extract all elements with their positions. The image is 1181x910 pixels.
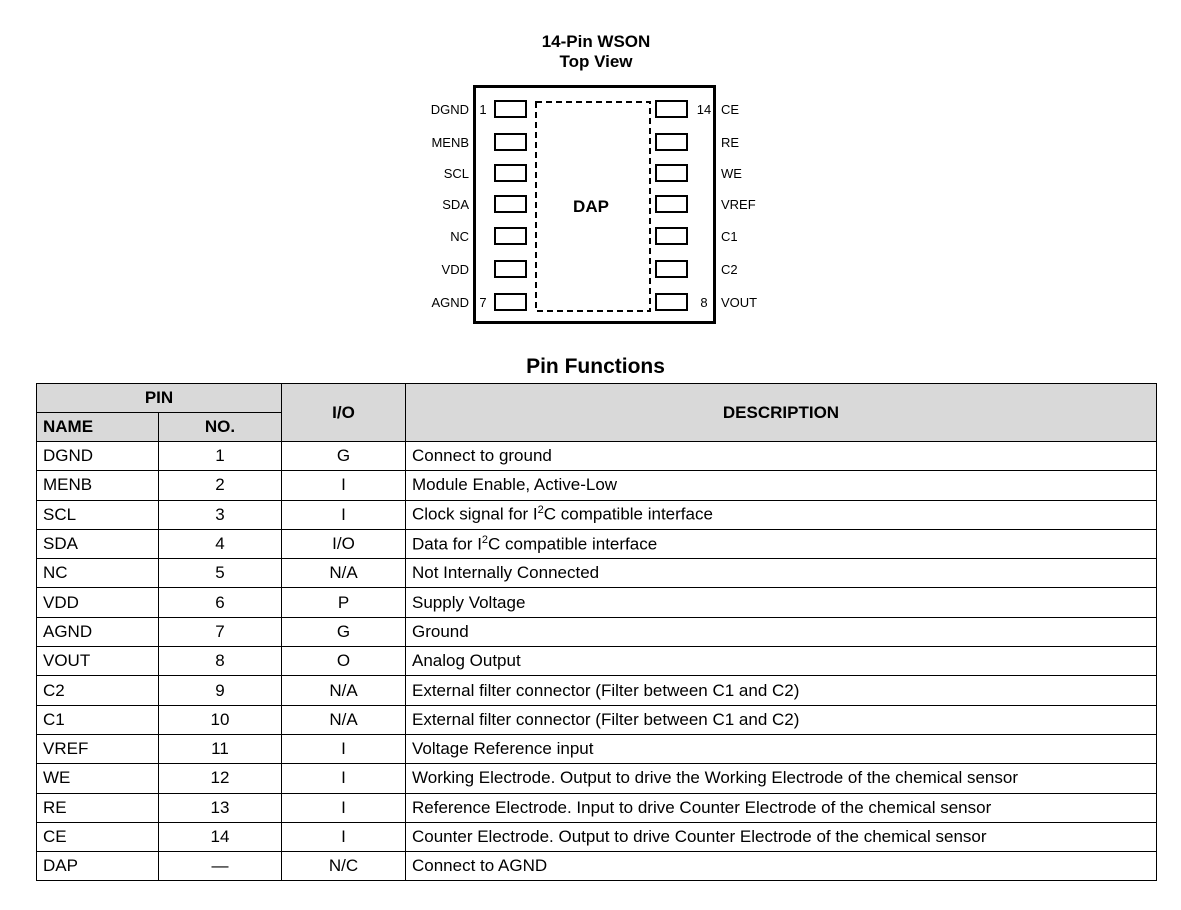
- pin-name-cell: CE: [37, 822, 159, 851]
- pin-number-cell: 8: [159, 647, 282, 676]
- right-pin-pad: [656, 134, 687, 150]
- left-pin-name: DGND: [430, 102, 469, 117]
- pin-name-cell: C1: [37, 705, 159, 734]
- pin-io-cell: O: [282, 647, 406, 676]
- pin-number-cell: 6: [159, 588, 282, 617]
- table-row: [37, 559, 1157, 588]
- header-pin: PIN: [37, 384, 282, 413]
- diagram-title-line1: 14-Pin WSON: [541, 32, 651, 51]
- pin-number-cell: 9: [159, 676, 282, 705]
- table-row: [37, 442, 1157, 471]
- pin-io-cell: I/O: [282, 529, 406, 558]
- left-pin-pad: [495, 294, 526, 310]
- pin-name-cell: DGND: [37, 442, 159, 471]
- pin-io-cell: N/A: [282, 676, 406, 705]
- pin-name-cell: DAP: [37, 852, 159, 881]
- pin-name-cell: C2: [37, 676, 159, 705]
- pin-description-cell: External filter connector (Filter between C1 and C2): [406, 705, 1157, 734]
- diagram-title-line2: Top View: [559, 52, 633, 71]
- right-pin-name: RE: [721, 135, 740, 150]
- pin-number-cell: 12: [159, 764, 282, 793]
- right-pin-pad: [656, 294, 687, 310]
- left-pin-name: SCL: [443, 166, 469, 181]
- pin-description-cell: Working Electrode. Output to drive the Working Electrode of the chemical sensor: [406, 764, 1157, 793]
- left-pin-name: MENB: [431, 135, 469, 150]
- table-row: [37, 647, 1157, 676]
- header-description: DESCRIPTION: [406, 384, 1157, 442]
- table-row: [37, 852, 1157, 881]
- table-row: [37, 676, 1157, 705]
- pin-name-cell: SDA: [37, 529, 159, 558]
- pin-io-cell: N/A: [282, 705, 406, 734]
- pin-io-cell: I: [282, 471, 406, 500]
- pin-number-cell: 11: [159, 734, 282, 763]
- left-pin-pad: [495, 228, 526, 244]
- description-text: C compatible interface: [488, 534, 658, 554]
- header-io: I/O: [282, 384, 406, 442]
- right-pin-pad: [656, 101, 687, 117]
- left-pin-pad: [495, 165, 526, 181]
- pin-description-cell: Counter Electrode. Output to drive Counter Electrode of the chemical sensor: [406, 822, 1157, 851]
- right-pin-pad: [656, 261, 687, 277]
- right-pin-number: 8: [700, 295, 708, 310]
- left-pin-pad: [495, 261, 526, 277]
- pin-name-cell: NC: [37, 559, 159, 588]
- right-pin-pad: [656, 228, 687, 244]
- pin-description-cell: Module Enable, Active-Low: [406, 471, 1157, 500]
- left-pin-pad: [495, 101, 526, 117]
- right-pin-name: VREF: [721, 197, 756, 212]
- table-row: [37, 529, 1157, 558]
- pin-number-cell: 2: [159, 471, 282, 500]
- pin-number-cell: 7: [159, 617, 282, 646]
- pin-description-cell: Connect to ground: [406, 442, 1157, 471]
- pin-io-cell: G: [282, 617, 406, 646]
- table-row: [37, 500, 1157, 529]
- table-body: [37, 442, 1157, 881]
- right-pin-name: C2: [721, 262, 738, 277]
- pin-description-cell: Not Internally Connected: [406, 559, 1157, 588]
- right-pin-name: VOUT: [721, 295, 758, 310]
- pin-name-cell: VREF: [37, 734, 159, 763]
- pin-io-cell: I: [282, 793, 406, 822]
- table-row: [37, 705, 1157, 734]
- right-pin-name: CE: [721, 102, 740, 117]
- pin-io-cell: G: [282, 442, 406, 471]
- pin-number-cell: 13: [159, 793, 282, 822]
- right-pin-pad: [656, 165, 687, 181]
- dap-label: DAP: [573, 197, 609, 216]
- pin-number-cell: 14: [159, 822, 282, 851]
- right-pin-group: [656, 101, 757, 310]
- pin-name-cell: WE: [37, 764, 159, 793]
- left-pin-group: [431, 101, 526, 310]
- table-row: [37, 471, 1157, 500]
- pin-number-cell: 3: [159, 500, 282, 529]
- left-pin-name: SDA: [442, 197, 469, 212]
- table-row: [37, 617, 1157, 646]
- pin-io-cell: N/A: [282, 559, 406, 588]
- right-pin-name: C1: [721, 229, 738, 244]
- pin-name-cell: SCL: [37, 500, 159, 529]
- pin-name-cell: VOUT: [37, 647, 159, 676]
- pin-name-cell: MENB: [37, 471, 159, 500]
- left-pin-number: 7: [479, 295, 487, 310]
- pin-number-cell: 10: [159, 705, 282, 734]
- pin-description-cell: Connect to AGND: [406, 852, 1157, 881]
- pin-name-cell: AGND: [37, 617, 159, 646]
- pin-description-cell: Reference Electrode. Input to drive Counter Electrode of the chemical sensor: [406, 793, 1157, 822]
- pin-description-cell: Supply Voltage: [406, 588, 1157, 617]
- pin-number-cell: 5: [159, 559, 282, 588]
- pin-description-cell: External filter connector (Filter between C1 and C2): [406, 676, 1157, 705]
- table-row: [37, 822, 1157, 851]
- pin-number-cell: 1: [159, 442, 282, 471]
- table-row: [37, 793, 1157, 822]
- pin-name-cell: RE: [37, 793, 159, 822]
- pin-description-cell: Analog Output: [406, 647, 1157, 676]
- right-pin-name: WE: [721, 166, 742, 181]
- pin-functions-table: [36, 383, 1157, 881]
- pin-io-cell: I: [282, 822, 406, 851]
- pin-io-cell: P: [282, 588, 406, 617]
- description-text: Clock signal for I: [412, 505, 538, 525]
- pin-description-cell: Ground: [406, 617, 1157, 646]
- pin-description-cell: [406, 529, 1157, 558]
- pin-description-cell: Voltage Reference input: [406, 734, 1157, 763]
- pin-io-cell: I: [282, 500, 406, 529]
- table-row: [37, 588, 1157, 617]
- description-text: C compatible interface: [543, 505, 713, 525]
- pin-number-cell: —: [159, 852, 282, 881]
- table-row: [37, 764, 1157, 793]
- left-pin-number: 1: [479, 102, 487, 117]
- left-pin-name: NC: [450, 229, 469, 244]
- description-text: Data for I: [412, 534, 482, 554]
- pinout-diagram: [0, 0, 1181, 345]
- left-pin-name: AGND: [431, 295, 469, 310]
- header-name: NAME: [37, 413, 159, 442]
- left-pin-name: VDD: [441, 262, 469, 277]
- description-superscript: 2: [481, 533, 489, 546]
- pin-io-cell: I: [282, 734, 406, 763]
- pin-number-cell: 4: [159, 529, 282, 558]
- right-pin-number: 14: [696, 102, 712, 117]
- right-pin-pad: [656, 196, 687, 212]
- pin-io-cell: I: [282, 764, 406, 793]
- table-row: [37, 734, 1157, 763]
- description-superscript: 2: [537, 504, 544, 517]
- pin-description-cell: [406, 500, 1157, 529]
- left-pin-pad: [495, 196, 526, 212]
- header-no: NO.: [159, 413, 282, 442]
- table-title: Pin Functions: [526, 355, 665, 378]
- pin-name-cell: VDD: [37, 588, 159, 617]
- pin-io-cell: N/C: [282, 852, 406, 881]
- left-pin-pad: [495, 134, 526, 150]
